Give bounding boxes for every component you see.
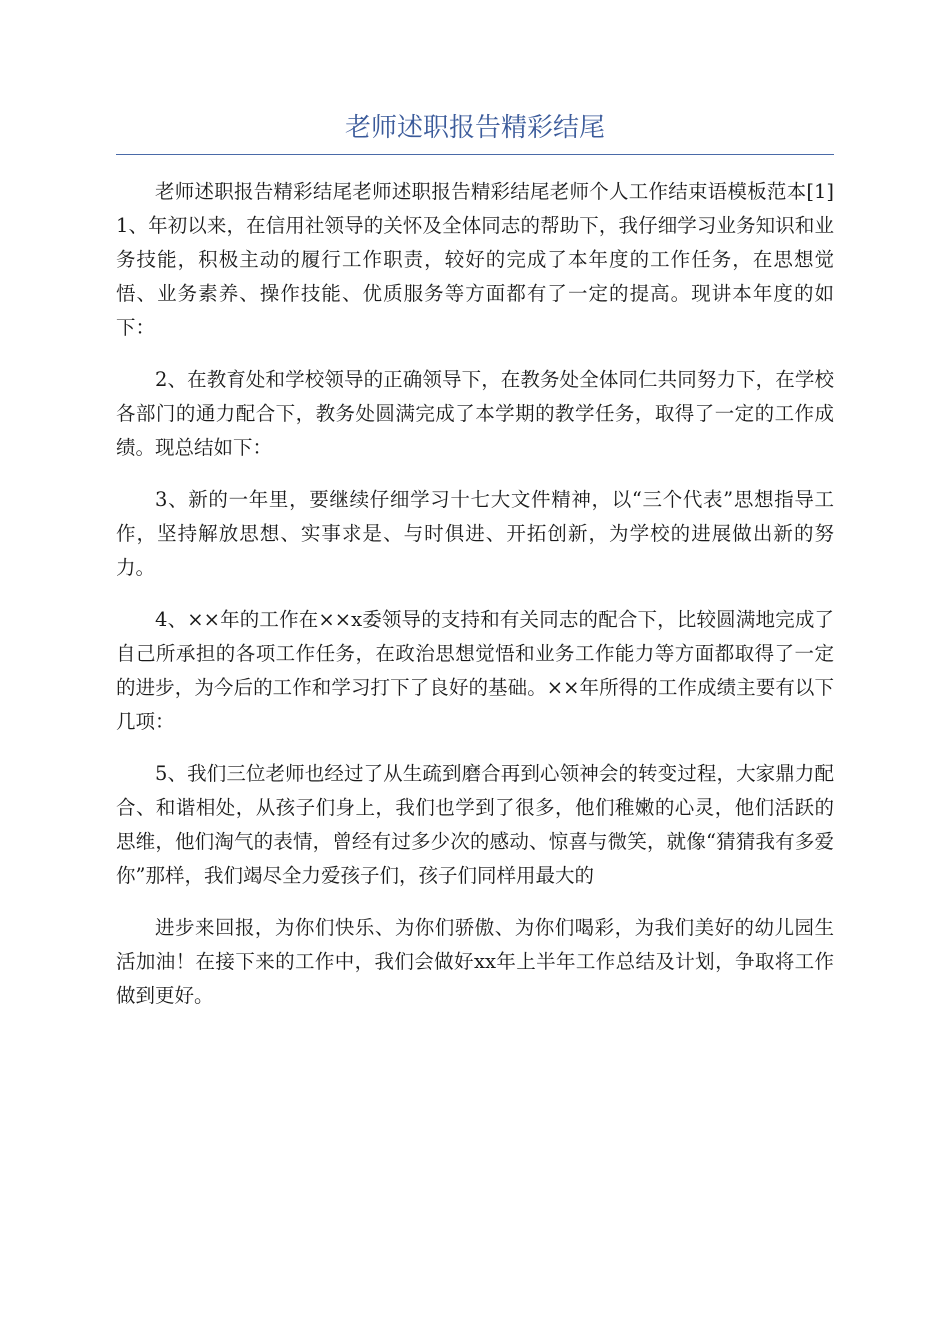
paragraph-2: 2、在教育处和学校领导的正确领导下，在教务处全体同仁共同努力下，在学校各部门的通力配合下，教务处圆满完成了本学期的教学任务，取得了一定的工作成绩。现总结如下： <box>116 368 834 459</box>
paragraph-4: 4、××年的工作在××x委领导的支持和有关同志的配合下，比较圆满地完成了自己所承担的各项工作任务，在政治思想觉悟和业务工作能力等方面都取得了一定的进步，为今后的工作和学习打下了良好的基础。××年所得的工作成绩主要有以下几项： <box>116 608 834 733</box>
paragraph-1: 老师述职报告精彩结尾老师述职报告精彩结尾老师个人工作结束语模板范本[1]1、年初以来，在信用社领导的关怀及全体同志的帮助下，我仔细学习业务知识和业务技能，积极主动的履行工作职责，较好的完成了本年度的工作任务，在思想觉悟、业务素养、操作技能、优质服务等方面都有了一定的提高。现讲本年度的如下： <box>116 180 834 339</box>
title-underline <box>116 154 834 155</box>
document-title: 老师述职报告精彩结尾 <box>344 113 605 143</box>
paragraph-5: 5、我们三位老师也经过了从生疏到磨合再到心领神会的转变过程，大家鼎力配合、和谐相处，从孩子们身上，我们也学到了很多，他们稚嫩的心灵，他们活跃的思维，他们淘气的表情，曾经有过多少次的感动、惊喜与微笑，就像“猜猜我有多爱你”那样，我们竭尽全力爱孩子们，孩子们同样用最大的 <box>116 762 834 887</box>
paragraph-3: 3、新的一年里，要继续仔细学习十七大文件精神，以“三个代表”思想指导工作，坚持解放思想、实事求是、与时俱进、开拓创新，为学校的进展做出新的努力。 <box>116 488 834 579</box>
paragraph-6: 进步来回报，为你们快乐、为你们骄傲、为你们喝彩，为我们美好的幼儿园生活加油！在接下来的工作中，我们会做好xx年上半年工作总结及计划，争取将工作做到更好。 <box>116 916 834 1007</box>
document-page <box>116 108 834 1031</box>
